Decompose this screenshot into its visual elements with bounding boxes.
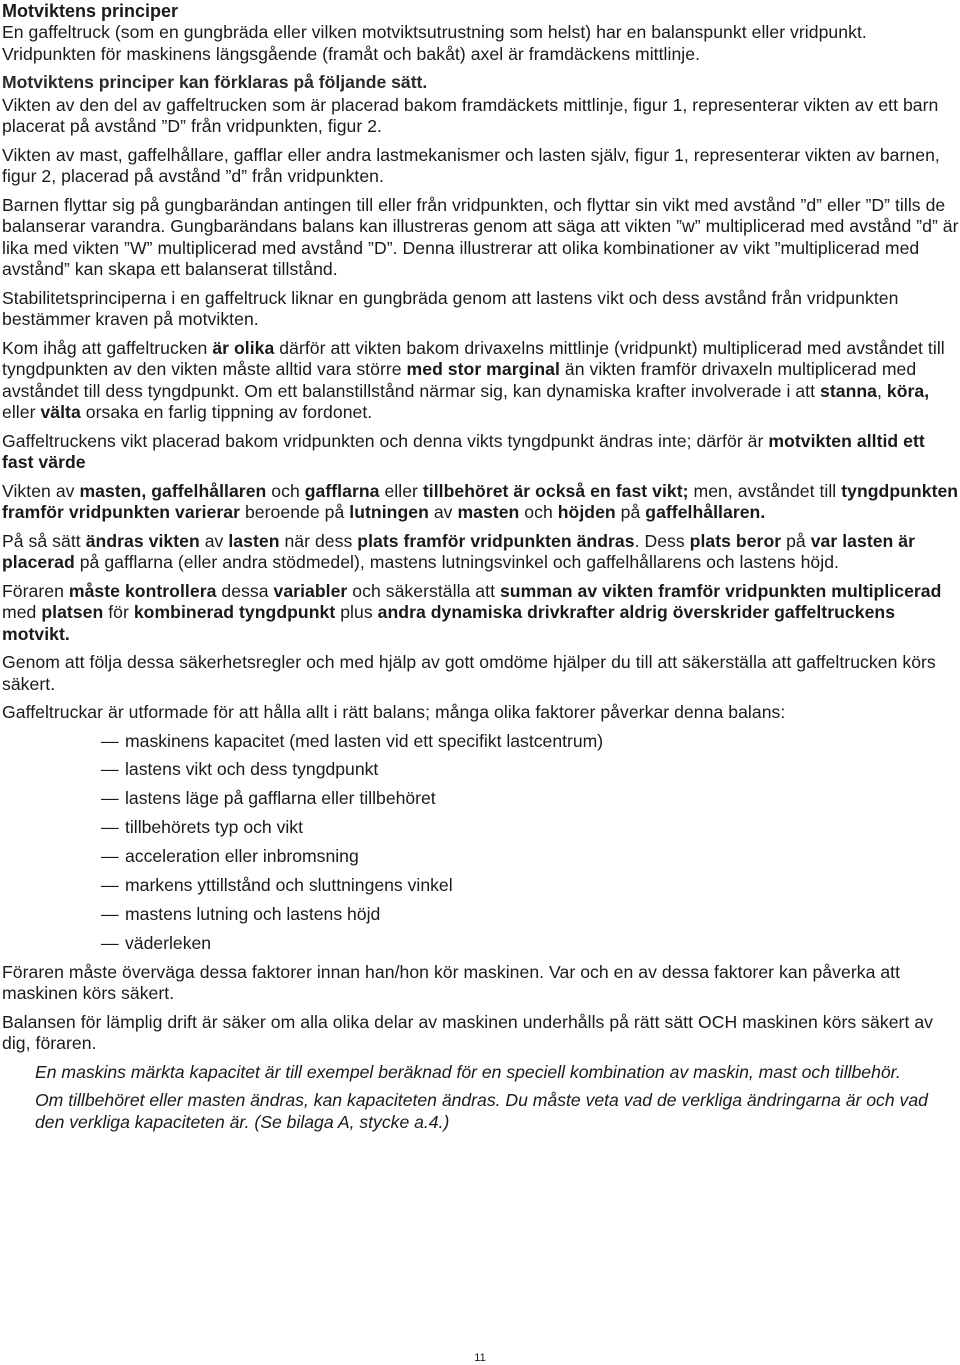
paragraph-6: Gaffeltruckens vikt placerad bakom vridpunkten och denna vikts tyngdpunkt ändras inte; därför är motvikten alltid ett fast värde <box>2 430 925 472</box>
dash-bullet: — <box>101 874 119 895</box>
dash-bullet: — <box>101 817 119 838</box>
list-item: — väderleken <box>101 932 212 953</box>
list-item: — lastens vikt och dess tyngdpunkt <box>101 759 379 780</box>
list-item: — markens yttillstånd och sluttningens vinkel <box>101 874 453 895</box>
list-item: — tillbehörets typ och vikt <box>101 817 303 838</box>
paragraph-3: Barnen flyttar sig på gungbarändan antingen till eller från vridpunkten, och flyttar sin vikt med avstånd ”d” eller ”D” tills de balanserar varandra. Gungbarändans balans kan illustreras genom att säga att vikten ”w” multiplicerad med avstånd ”d” är lika med vikten ”W” multiplicerad med avstånd ”D”. Denna illustrerar att olika kombinationer av vikt ”multiplicerad med avstånd” kan skapa ett balanserat tillstånd. <box>2 194 959 279</box>
paragraph-5: Kom ihåg att gaffeltrucken är olika därför att vikten bakom drivaxelns mittlinje (vridpunkt) multiplicerad med avståndet till tyngdpunkten av den vikten måste alltid vara större med stor marginal än vikten framför drivaxeln multiplicerad med avståndet till dess tyngdpunkt. Om ett balanstillstånd närmar sig, kan dynamiska krafter involverade i att stanna, köra, eller välta orsaka en farlig tippning av fordonet. <box>2 337 945 422</box>
sub-heading: Motviktens principer kan förklaras på följande sätt. <box>2 72 428 92</box>
paragraph-13: Balansen för lämplig drift är säker om alla olika delar av maskinen underhålls på rätt sätt OCH maskinen körs säkert av dig, föraren. <box>2 1011 934 1054</box>
list-item: — mastens lutning och lastens höjd <box>101 903 381 924</box>
dash-bullet: — <box>101 846 119 867</box>
paragraph-11: Gaffeltruckar är utformade för att hålla allt i rätt balans; många olika faktorer påverkar denna balans: <box>2 702 786 722</box>
italic-note-1: En maskins märkta kapacitet är till exempel beräknad för en speciell kombination av maskin, mast och tillbehör. <box>35 1061 901 1082</box>
paragraph-1: Vikten av den del av gaffeltrucken som är placerad bakom framdäckets mittlinje, figur 1, representerar vikten av ett barn placerat på avstånd ”D” från vridpunkten, figur 2. <box>2 94 939 136</box>
paragraph-7: Vikten av masten, gaffelhållaren och gafflarna eller tillbehöret är också en fast vikt; men, avståndet till tyngdpunkten framför vridpunkten varierar beroende på lutningen av masten och höjden på gaffelhållaren. <box>2 480 959 522</box>
italic-note-2: Om tillbehöret eller masten ändras, kan kapaciteten ändras. Du måste veta vad de verkliga ändringarna är och vad den verkliga kapaciteten är. (Se bilaga A, stycke a.4.) <box>35 1090 928 1132</box>
paragraph-10: Genom att följa dessa säkerhetsregler och med hjälp av gott omdöme hjälper du till att säkerställa att gaffeltrucken körs säkert. <box>2 652 936 694</box>
factor-list <box>2 731 960 955</box>
paragraph-4: Stabilitetsprinciperna i en gaffeltruck liknar en gungbräda genom att lastens vikt och dess avstånd från vridpunkten bestämmer kraven på motvikten. <box>2 287 899 329</box>
list-item: — maskinens kapacitet (med lasten vid ett specifikt lastcentrum) <box>101 730 604 751</box>
paragraph-9: Föraren måste kontrollera dessa variabler och säkerställa att summan av vikten framför vridpunkten multiplicerad med platsen för kombinerad tyngdpunkt plus andra dynamiska drivkrafter aldrig överskrider gaffeltruckens motvikt. <box>2 580 942 644</box>
dash-bullet: — <box>101 730 119 751</box>
intro-paragraph: En gaffeltruck (som en gungbräda eller vilken motviktsutrustning som helst) har en balanspunkt eller vridpunkt. Vridpunkten för maskinens längsgående (framåt och bakåt) axel är framdäckens mittlinje. <box>2 22 867 64</box>
dash-bullet: — <box>101 932 119 953</box>
page-number: 11 <box>474 1352 486 1364</box>
list-item: — lastens läge på gafflarna eller tillbehöret <box>101 788 436 809</box>
list-item: — acceleration eller inbromsning <box>101 846 359 867</box>
paragraph-12: Föraren måste överväga dessa faktorer innan han/hon kör maskinen. Var och en av dessa faktorer kan påverka att maskinen körs säkert. <box>2 961 901 1004</box>
paragraph-8: På så sätt ändras vikten av lasten när dess plats framför vridpunkten ändras. Dess plats beror på var lasten är placerad på gafflarna (eller andra stödmedel), mastens lutningsvinkel och gaffelhållarens och lastens höjd. <box>2 530 916 572</box>
paragraph-2: Vikten av mast, gaffelhållare, gafflar eller andra lastmekanismer och lasten själv, figur 1, representerar vikten av barnen, figur 2, placerad på avstånd ”d” från vridpunkten. <box>2 144 940 186</box>
dash-bullet: — <box>101 788 119 809</box>
section-title: Motviktens principer <box>2 1 179 21</box>
dash-bullet: — <box>101 759 119 780</box>
dash-bullet: — <box>101 903 119 924</box>
